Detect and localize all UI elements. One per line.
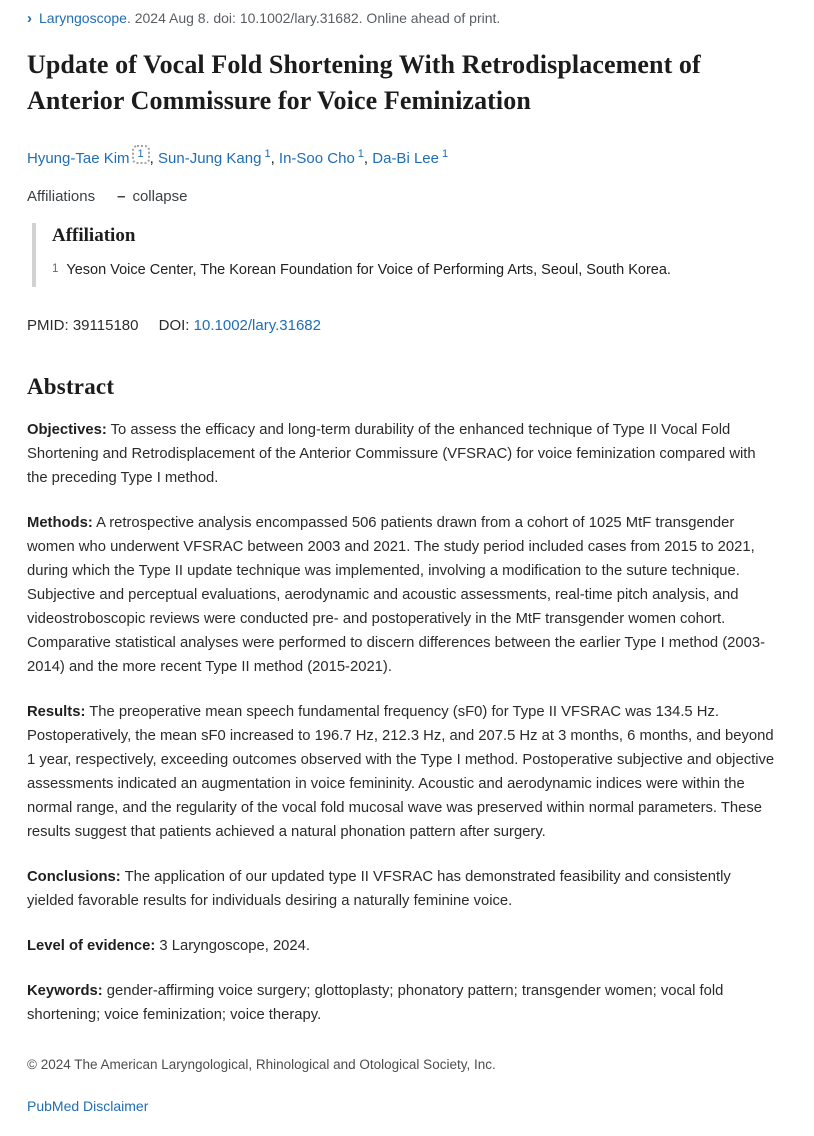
identifiers-row: [27, 317, 784, 334]
affiliation-item: [52, 259, 784, 281]
paragraph-text: A retrospective analysis encompassed 506 patients drawn from a cohort of 1025 MtF transgender women who underwent VFSRAC between 2003 and 2021. The study period included cases from 2015 to 2021, during which the Type II update technique was implemented, involving a modification to the suture technique. Subjective and perceptual evaluations, aerodynamic and acoustic assessments, real-time pitch analysis, and videostroboscopic reviews were conducted pre- and postoperatively in the MtF transgender women cohort. Comparative statistical analyses were performed to discern differences between the earlier Type I method (2003-2014) and the more recent Type II method (2015-2021).: [27, 515, 766, 675]
author-affiliation-sup[interactable]: 1: [264, 148, 271, 160]
author-link[interactable]: Da-Bi Lee: [372, 150, 439, 167]
doi-group: [159, 317, 321, 334]
affiliation-heading: Affiliation: [52, 225, 136, 246]
author-link[interactable]: Sun-Jung Kang: [158, 150, 262, 167]
article-title: Update of Vocal Fold Shortening With Retrodisplacement of Anterior Commissure for Voice Feminization: [27, 50, 701, 115]
abstract-paragraph-methods: [27, 511, 779, 679]
author-link[interactable]: Hyung-Tae Kim: [27, 150, 130, 167]
paragraph-label: Level of evidence:: [27, 938, 156, 954]
author-affiliation-sup[interactable]: 1: [441, 148, 449, 160]
collapse-label: collapse: [132, 188, 188, 205]
pubmed-disclaimer-link[interactable]: PubMed Disclaimer: [27, 1098, 149, 1114]
affiliation-text: Yeson Voice Center, The Korean Foundation for Voice of Performing Arts, Seoul, South Korea.: [66, 262, 671, 278]
abstract-paragraph-conclusions: [27, 865, 779, 913]
citation-details: . 2024 Aug 8. doi: 10.1002/lary.31682. Online ahead of print.: [126, 10, 501, 26]
author: [372, 150, 448, 167]
author-list: [27, 141, 784, 172]
pmid-value: 39115180: [72, 317, 139, 334]
abstract-paragraph-results: [27, 700, 779, 844]
minus-icon: –: [117, 188, 126, 205]
journal-link[interactable]: Laryngoscope: [39, 10, 127, 26]
affiliations-label: Affiliations: [27, 188, 96, 205]
paragraph-label: Keywords:: [27, 983, 103, 999]
paragraph-text: The application of our updated type II VFSRAC has demonstrated feasibility and consistently yielded favorable results for individuals desiring a naturally feminine voice.: [27, 869, 731, 909]
author-affiliation-sup[interactable]: 1: [132, 145, 150, 164]
paragraph-text: 3 Laryngoscope, 2024.: [159, 938, 310, 954]
paragraph-label: Conclusions:: [27, 869, 121, 885]
doi-link[interactable]: 10.1002/lary.31682: [193, 317, 321, 334]
author: [158, 150, 275, 167]
author-separator: ,: [270, 150, 275, 167]
affiliations-row: [27, 188, 784, 205]
paragraph-label: Results:: [27, 704, 86, 720]
chevron-right-icon[interactable]: ›: [27, 10, 32, 27]
journal-citation-line: [27, 10, 784, 27]
author-link[interactable]: In-Soo Cho: [278, 150, 355, 167]
pmid-label: PMID:: [27, 317, 69, 334]
paragraph-text: gender-affirming voice surgery; glottoplasty; phonatory pattern; transgender women; vocal fold shortening; voice feminization; voice therapy.: [27, 983, 724, 1023]
paragraph-text: The preoperative mean speech fundamental frequency (sF0) for Type II VFSRAC was 134.5 Hz. Postoperatively, the mean sF0 increased to 196.7 Hz, 212.3 Hz, and 207.5 Hz at 3 months, 6 months, and beyond 1 year, respectively, exceeding outcomes observed with the Type I method. Postoperative subjective and objective assessments indicated an augmentation in voice femininity. Acoustic and aerodynamic indices were within the normal range, and the regularity of the vocal fold mucosal wave was preserved within normal parameters. These results suggest that patients achieved a natural phonation pattern after surgery.: [27, 704, 775, 840]
paragraph-label: Methods:: [27, 515, 93, 531]
affiliation-panel: [32, 223, 784, 287]
copyright-notice: © 2024 The American Laryngological, Rhinological and Otological Society, Inc.: [27, 1057, 496, 1072]
abstract-heading: Abstract: [27, 374, 115, 399]
doi-label: DOI:: [158, 317, 190, 334]
abstract-paragraph-objectives: [27, 418, 779, 490]
author: [27, 150, 154, 167]
paragraph-label: Objectives:: [27, 422, 107, 438]
keywords: [27, 979, 779, 1027]
author-separator: ,: [149, 150, 154, 167]
level-of-evidence: [27, 934, 779, 958]
author-separator: ,: [363, 150, 369, 167]
affiliations-collapse-button[interactable]: [117, 188, 187, 205]
author-affiliation-sup[interactable]: 1: [357, 148, 364, 160]
author: [279, 150, 368, 167]
affiliation-number: 1: [52, 263, 59, 275]
paragraph-text: To assess the efficacy and long-term durability of the enhanced technique of Type II Vocal Fold Shortening and Retrodisplacement of the Anterior Commissure (VFSRAC) for voice feminization compared with the preceding Type I method.: [27, 422, 756, 486]
